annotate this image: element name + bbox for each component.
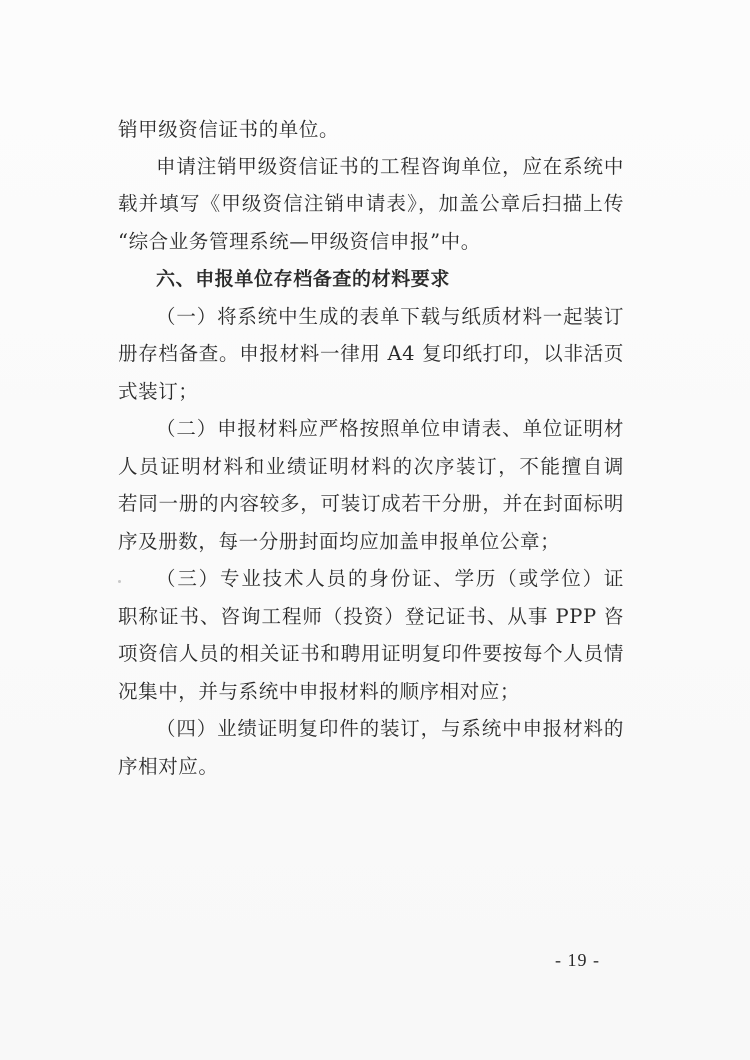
paragraph-line-18: 序相对应。 (118, 755, 219, 778)
paragraph-line-15: 项资信人员的相关证书和聘用证明复印件要按每个人员情 (118, 642, 624, 665)
paragraph-line-4: “综合业务管理系统—甲级资信申报”中。 (118, 230, 481, 253)
paragraph-line-2: 申请注销甲级资信证书的工程咨询单位，应在系统中 (156, 155, 624, 178)
paragraph-line-7: 册存档备查。申报材料一律用 A4 复印纸打印，以非活页 (118, 342, 624, 365)
page-number: - 19 - (555, 950, 600, 970)
paragraph-line-13: （三）专业技术人员的身份证、学历（或学位）证 (156, 567, 624, 590)
paragraph-line-12: 序及册数，每一分册封面均应加盖申报单位公章； (118, 530, 561, 553)
paragraph-line-17: （四）业绩证明复印件的装订，与系统中申报材料的 (156, 717, 624, 740)
paragraph-line-14: 职称证书、咨询工程师（投资）登记证书、从事 PPP 咨 (118, 605, 624, 628)
paragraph-line-11: 若同一册的内容较多，可装订成若干分册，并在封面标明 (118, 492, 624, 515)
paragraph-line-16: 况集中，并与系统中申报材料的顺序相对应； (118, 680, 521, 703)
paragraph-line-3: 载并填写《甲级资信注销申请表》，加盖公章后扫描上传 (118, 192, 624, 215)
paragraph-line-9: （二）申报材料应严格按照单位申请表、单位证明材 (156, 417, 624, 440)
paragraph-line-8: 式装订； (118, 380, 199, 403)
paragraph-line-6: （一）将系统中生成的表单下载与纸质材料一起装订 (156, 305, 624, 328)
paragraph-line-10: 人员证明材料和业绩证明材料的次序装订，不能擅自调 (118, 455, 624, 478)
section-heading: 六、申报单位存档备查的材料要求 (156, 268, 451, 290)
paragraph-line-1: 销甲级资信证书的单位。 (118, 118, 340, 141)
scan-speck (118, 580, 121, 583)
